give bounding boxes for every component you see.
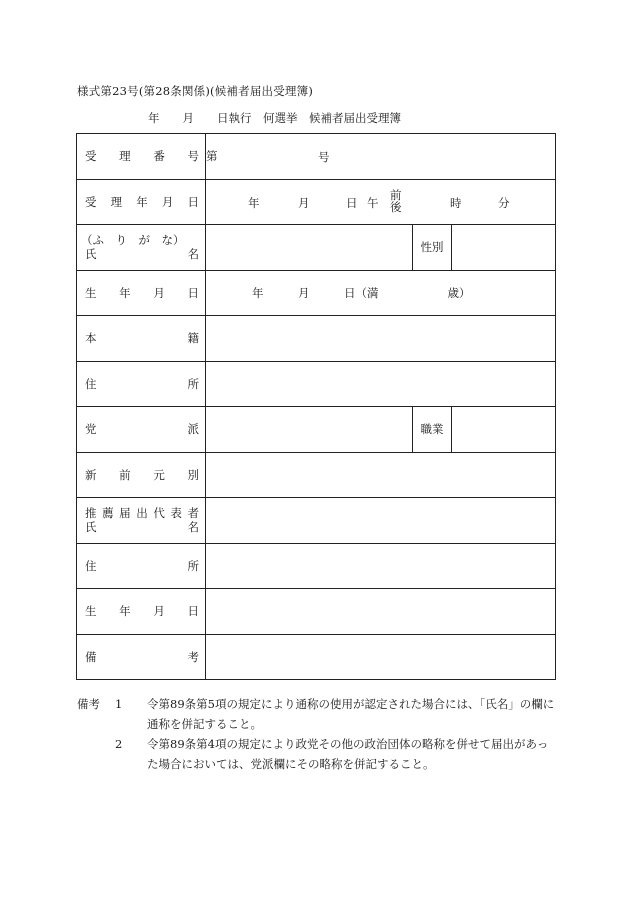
- label-name: （ふ り が な） 氏 名: [77, 225, 206, 271]
- label-receipt-date: 受 理 年 月 日: [77, 179, 206, 225]
- label-status: 新 前 元 別: [77, 452, 206, 498]
- notes-section: [77, 694, 557, 774]
- row-representative: [77, 498, 556, 544]
- am-pm-stack: 前 後: [390, 187, 402, 214]
- field-rep-address[interactable]: [206, 543, 556, 589]
- label-remarks: 備 考: [77, 634, 206, 680]
- field-address[interactable]: [206, 361, 556, 407]
- field-status[interactable]: [206, 452, 556, 498]
- row-receipt-date: [77, 179, 556, 225]
- row-party: [77, 407, 556, 453]
- receipt-number-suffix: 号: [318, 150, 330, 164]
- label-occupation: 職業: [412, 407, 451, 453]
- label-birth: 生 年 月 日: [77, 270, 206, 316]
- field-remarks[interactable]: [206, 634, 556, 680]
- label-honseki: 本 籍: [77, 316, 206, 362]
- field-name[interactable]: [206, 225, 413, 271]
- note-item: 2 令第89条第4項の規定により政党その他の政治団体の略称を併せて届出があった場合においては、党派欄にその略称を併記すること。: [115, 737, 549, 771]
- label-receipt-number: 受 理 番 号: [77, 134, 206, 180]
- field-honseki[interactable]: [206, 316, 556, 362]
- field-party[interactable]: [206, 407, 413, 453]
- field-occupation[interactable]: [451, 407, 555, 453]
- register-subtitle: 年 月 日執行 何選挙 候補者届出受理簿: [148, 111, 401, 125]
- label-sex: 性別: [412, 225, 451, 271]
- row-birth: [77, 270, 556, 316]
- row-name: [77, 225, 556, 271]
- label-representative: 推 薦 届 出 代 表 者 氏 名: [77, 498, 206, 544]
- field-receipt-date[interactable]: 年 月 日 午 前 後 時 分: [206, 179, 556, 225]
- row-status: [77, 452, 556, 498]
- label-rep-address: 住 所: [77, 543, 206, 589]
- candidate-register-table: [76, 133, 556, 680]
- row-honseki: [77, 316, 556, 362]
- receipt-number-prefix: 第: [206, 149, 218, 164]
- field-rep-birth[interactable]: [206, 589, 556, 635]
- form-number-heading: 様式第23号(第28条関係)(候補者届出受理簿): [77, 84, 314, 98]
- field-sex[interactable]: [451, 225, 555, 271]
- row-rep-address: [77, 543, 556, 589]
- notes-heading: 備考: [77, 697, 100, 711]
- row-receipt-number: [77, 134, 556, 180]
- row-address: [77, 361, 556, 407]
- label-address: 住 所: [77, 361, 206, 407]
- field-birth[interactable]: 年 月 日（満 歳）: [206, 270, 556, 316]
- label-rep-birth: 生 年 月 日: [77, 589, 206, 635]
- row-rep-birth: [77, 589, 556, 635]
- row-remarks: [77, 634, 556, 680]
- field-representative[interactable]: [206, 498, 556, 544]
- field-receipt-number[interactable]: [206, 134, 556, 180]
- note-item: 備考 1 令第89条第5項の規定により通称の使用が認定された場合には、「氏名」の欄に通称を併記すること。: [77, 694, 557, 734]
- label-party: 党 派: [77, 407, 206, 453]
